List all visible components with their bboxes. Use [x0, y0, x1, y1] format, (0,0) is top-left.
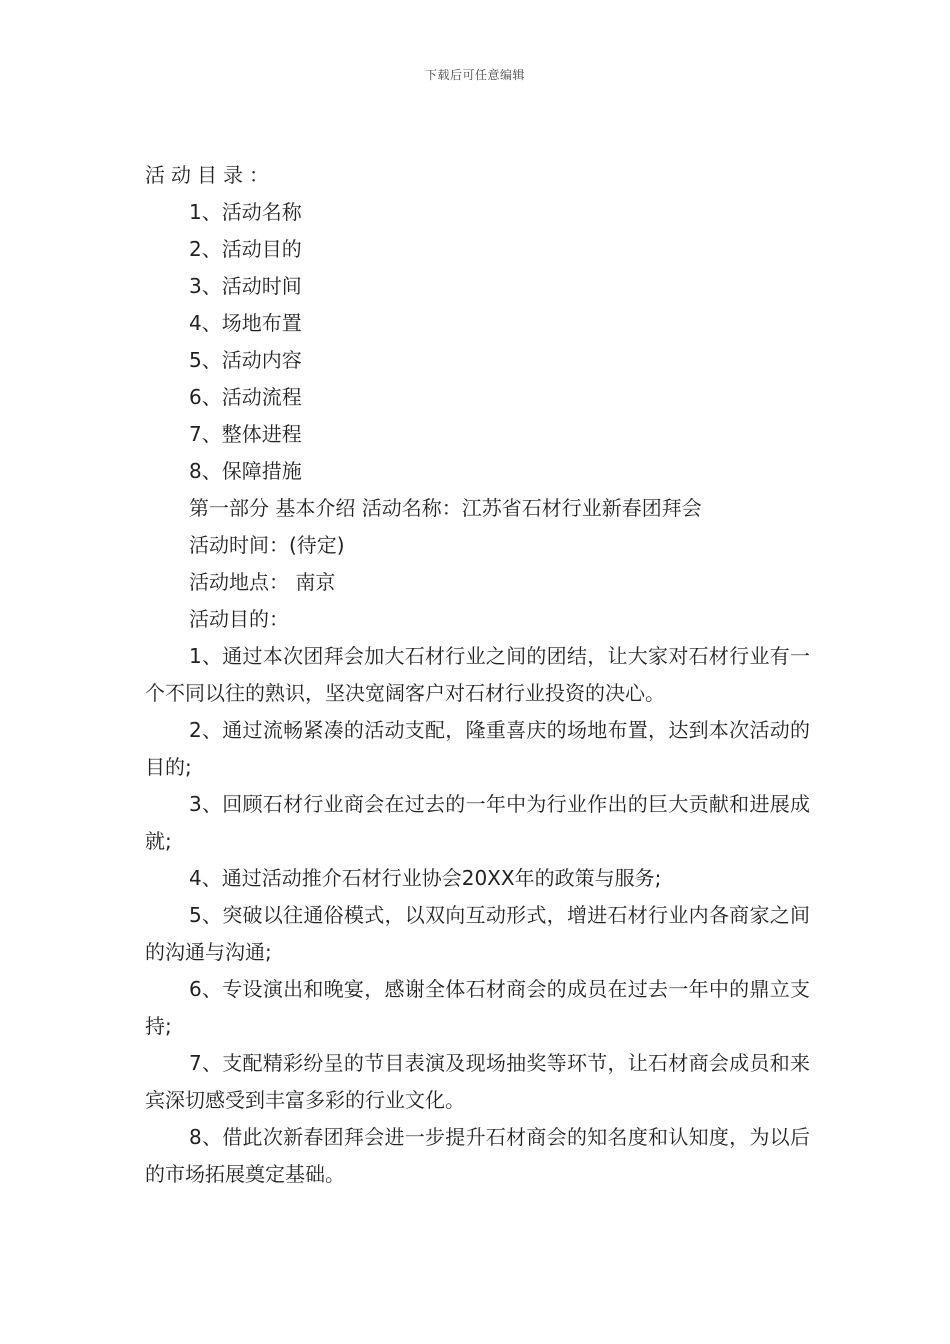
toc-title: 活动目录：	[145, 163, 275, 187]
toc-item: 6、活动流程	[189, 385, 302, 409]
section-intro-line: 第一部分 基本介绍 活动名称：江苏省石材行业新春团拜会	[189, 496, 702, 520]
purpose-title: 活动目的：	[189, 607, 289, 631]
toc-item: 3、活动时间	[189, 274, 302, 298]
purpose-paragraph: 8、借此次新春团拜会进一步提升石材商会的知名度和认知度，为以后的市场拓展奠定基础。	[145, 1125, 810, 1186]
purpose-paragraph: 5、突破以往通俗模式，以双向互动形式，增进石材行业内各商家之间的沟通与沟通;	[145, 903, 810, 964]
toc-item: 8、保障措施	[189, 459, 302, 483]
toc-item: 7、整体进程	[189, 422, 302, 446]
toc-item: 4、场地布置	[189, 311, 302, 335]
purpose-paragraph: 2、通过流畅紧凑的活动支配，隆重喜庆的场地布置，达到本次活动的目的;	[145, 718, 810, 779]
purpose-paragraph: 7、支配精彩纷呈的节目表演及现场抽奖等环节，让石材商会成员和来宾深切感受到丰富多彩的行业文化。	[145, 1051, 810, 1112]
purpose-paragraph: 6、专设演出和晚宴，感谢全体石材商会的成员在过去一年中的鼎立支持;	[145, 977, 810, 1038]
purpose-paragraph: 3、回顾石材行业商会在过去的一年中为行业作出的巨大贡献和进展成就;	[145, 792, 810, 853]
purpose-paragraph: 1、通过本次团拜会加大石材行业之间的团结，让大家对石材行业有一个不同以往的熟识，坚决宽阔客户对石材行业投资的决心。	[145, 644, 810, 705]
document-body	[145, 157, 810, 1193]
toc-item: 5、活动内容	[189, 348, 302, 372]
event-time: 活动时间：(待定)	[189, 533, 345, 557]
toc-item: 1、活动名称	[189, 200, 302, 224]
toc-item: 2、活动目的	[189, 237, 302, 261]
page-header: 下载后可任意编辑	[424, 68, 525, 82]
event-location: 活动地点： 南京	[189, 570, 336, 594]
purpose-paragraph: 4、通过活动推介石材行业协会20XX年的政策与服务;	[189, 866, 662, 890]
